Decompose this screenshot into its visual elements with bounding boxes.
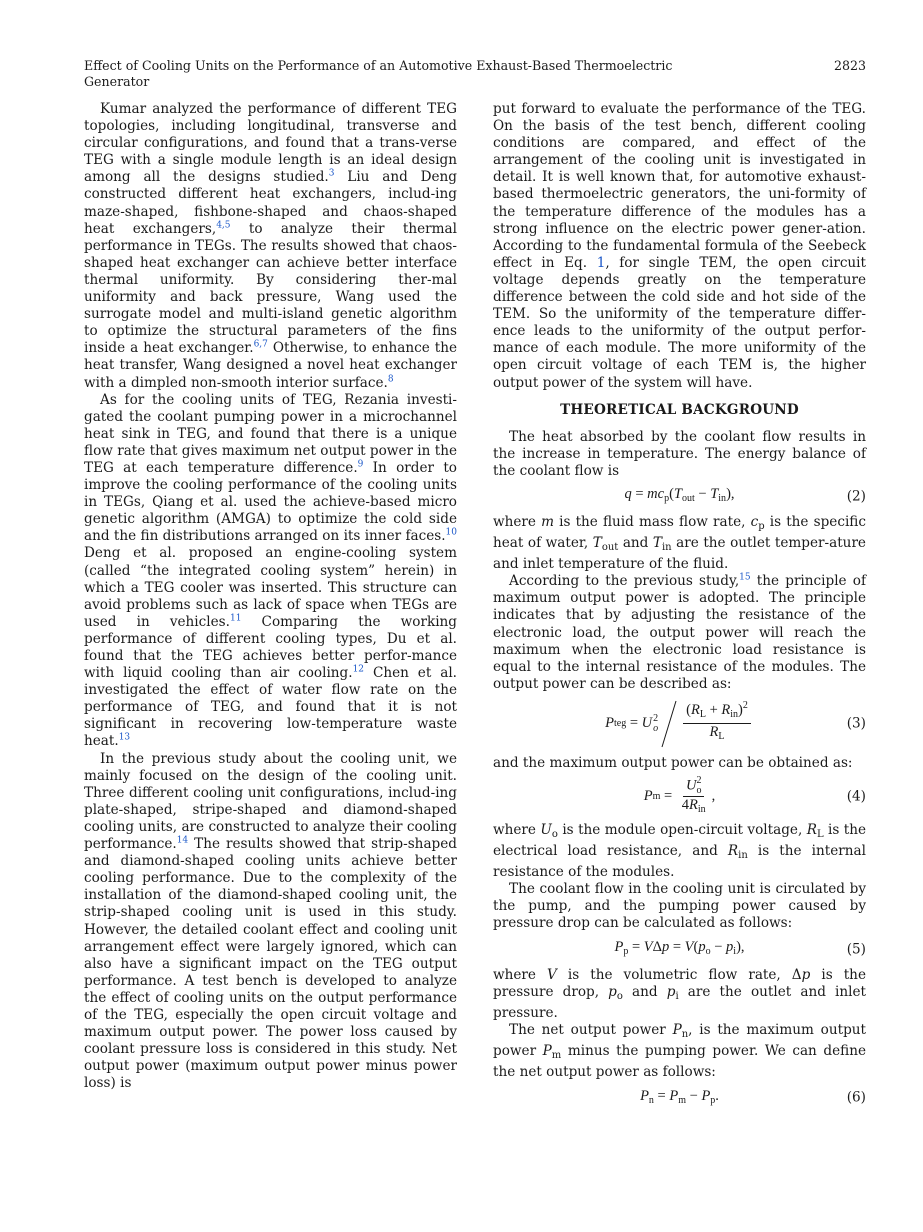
citation-link[interactable]: 9 bbox=[357, 459, 364, 470]
equation-2: $q = mc_p(T_{out} - T_{in})$, (2) bbox=[624, 486, 866, 505]
running-title: Effect of Cooling Units on the Performance of an Automotive Exhaust-Based Thermoelectric Generator bbox=[84, 58, 673, 89]
paragraph: Kumar analyzed the performance of different TEG topologies, including longitudinal, transverse and circular configurations, and found that a trans-verse TEG with a single module length is an ideal design among all the designs studied.$^3$ Liu and Deng constructed different heat exchangers, includ-ing maze-shaped, fishbone-shaped and chaos-shaped heat exchangers,$^{4,5}$ to analyze their thermal performance in TEGs. The results showed that chaos-shaped heat exchanger can achieve better interface thermal uniformity. By considering ther-mal uniformity and back pressure, Wang used the surrogate model and multi-island genetic algorithm to optimize the structural parameters of the fins inside a heat exchanger.$^{6,7}$ Otherwise, to enhance the heat transfer, Wang designed a novel heat exchanger with a dimpled non-smooth interior surface.$^8$ bbox=[84, 101, 458, 391]
paragraph: The heat absorbed by the coolant flow results in the increase in temperature. The energy balance of the coolant flow is bbox=[493, 428, 866, 479]
right-column bbox=[493, 101, 866, 1115]
page-number: 2823 bbox=[833, 58, 866, 73]
equation-number: (4) bbox=[846, 788, 866, 805]
citation-link[interactable]: 4,5 bbox=[216, 220, 231, 231]
citation-link[interactable]: 8 bbox=[387, 373, 394, 384]
equation-5: $P_p = V\Delta p = V(p_o - p_i)$, (5) bbox=[614, 939, 866, 958]
citation-link[interactable]: 10 bbox=[445, 527, 457, 538]
section-heading: THEORETICAL BACKGROUND bbox=[560, 401, 799, 418]
paragraph: In the previous study about the cooling unit, we mainly focused on the design of the cooling unit. Three different cooling unit configurations, includ-ing plate-shaped, stripe-shaped and diamond-shaped cooling units, are constructed to analyze their cooling performance.$^{14}$ The results showed that strip-shaped and diamond-shaped cooling units achieve better cooling performance. Due to the complexity of the installation of the diamond-shaped cooling unit, the strip-shaped cooling unit is used in this study. However, the detailed coolant effect and cooling unit arrangement effect were largely ignored, which can also have a significant impact on the TEG output performance. A test bench is developed to analyze the effect of cooling units on the output performance of the TEG, especially the open circuit voltage and maximum output power. The power loss caused by coolant pressure loss is considered in this study. Net output power (maximum output power minus power loss) is bbox=[84, 750, 457, 1092]
paragraph: put forward to evaluate the performance of the TEG. On the basis of the test bench, different cooling conditions are compared, and effect of the arrangement of the cooling unit is investigated in detail. It is well known that, for automotive exhaust-based thermoelectric generators, the uni-formity of the temperature difference of the modules has a strong influence on the electric power gener-ation. According to the fundamental formula of the Seebeck effect in Eq. 1, for single TEM, the open circuit voltage depends greatly on the temperature difference between the cold side and hot side of the TEM. So the uniformity of the temperature differ-ence leads to the uniformity of the output perfor-mance of each module. The more uniformity of the open circuit voltage of each TEM is, the higher output power of the system will have. bbox=[493, 101, 866, 391]
equation-link[interactable]: 1 bbox=[596, 254, 606, 271]
equation-number: (3) bbox=[846, 715, 866, 732]
citation-link[interactable]: 13 bbox=[118, 732, 131, 743]
paragraph: The net output power $P_n$, is the maximum output power $P_m$ minus the pumping power. We can define the net output power as follows: bbox=[493, 1021, 866, 1081]
equation-6: $P_n = P_m - P_p$. (6) bbox=[640, 1087, 866, 1106]
citation-link[interactable]: 15 bbox=[739, 572, 751, 583]
paragraph: and the maximum output power can be obtained as: bbox=[493, 754, 853, 771]
equation-number: (2) bbox=[846, 488, 866, 505]
citation-link[interactable]: 11 bbox=[229, 613, 242, 624]
paragraph: where m is the fluid mass flow rate, $c_p$ is the specific heat of water, $T_{out}$ and $T_{in}$ are the outlet temper-ature and inlet temperature of the fluid. bbox=[493, 513, 866, 573]
citation-link[interactable]: 3 bbox=[328, 168, 335, 179]
citation-link[interactable]: 14 bbox=[176, 835, 189, 846]
division-slash bbox=[658, 699, 680, 749]
paragraph: where $U_o$ is the module open-circuit voltage, $R_L$ is the electrical load resistance, and $R_{in}$ is the internal resistance of the modules. bbox=[493, 822, 866, 881]
equation-4: P m = U 2 o $4R_{in}$ , (4) bbox=[643, 774, 866, 815]
citation-link[interactable]: 6,7 bbox=[253, 339, 268, 350]
running-header bbox=[84, 58, 866, 90]
equation-number: (6) bbox=[846, 1089, 866, 1106]
paragraph: As for the cooling units of TEG, Rezania investi-gated the coolant pumping power in a microchannel heat sink in TEG, and found that there is a unique flow rate that gives maximum net output power in the TEG at each temperature difference.$^9$ In order to improve the cooling performance of the cooling units in TEGs, Qiang et al. used the achieve-based micro genetic algorithm (AMGA) to optimize the cold side and the fin distributions arranged on its inner faces.$^{10}$ Deng et al. proposed an engine-cooling system (called “the integrated cooling system” herein) in which a TEG cooler was inserted. This structure can avoid problems such as lack of space when TEGs are used in vehicles.$^{11}$ Comparing the working performance of different cooling types, Du et al. found that the TEG achieves better perfor-mance with liquid cooling than air cooling.$^{12}$ Chen et al. investigated the effect of water flow rate on the performance of TEG, and found that it is not significant in recovering low-temperature waste heat.$^{13}$ bbox=[84, 391, 458, 750]
paragraph: The coolant flow in the cooling unit is circulated by the pump, and the pumping power caused by pressure drop can be calculated as follows: bbox=[493, 881, 866, 932]
paragraph: where V is the volumetric flow rate, Δp is the pressure drop, $p_o$ and $p_i$ are the outlet and inlet pressure. bbox=[493, 966, 866, 1021]
equation-3: P teg = U 2 o $\frac{(R_L + R_{in})^2}{R_L}$ (3) bbox=[493, 693, 866, 755]
left-column bbox=[84, 101, 457, 1092]
paragraph: According to the previous study,$^{15}$ the principle of maximum output power is adopted. The principle indicates that by adjusting the resistance of the electronic load, the output power will reach the maximum when the electronic load resistance is equal to the internal resistance of the modules. The output power can be described as: bbox=[493, 572, 866, 692]
equation-number: (5) bbox=[846, 941, 866, 958]
citation-link[interactable]: 12 bbox=[352, 664, 365, 675]
